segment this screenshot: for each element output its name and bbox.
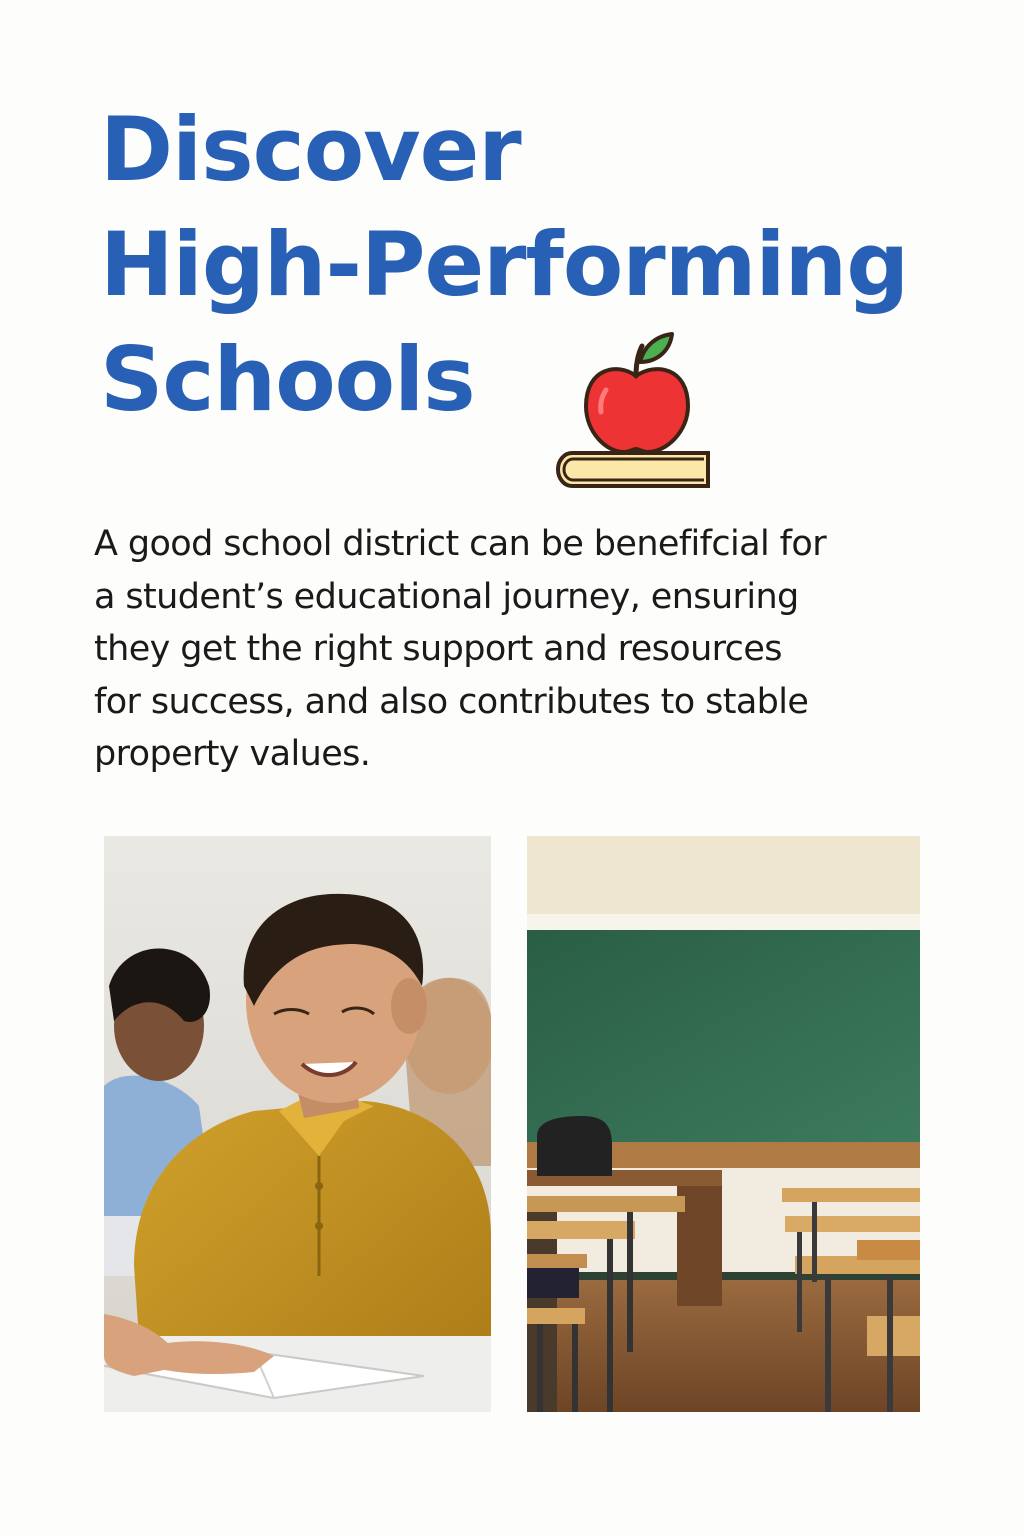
description-text [94,518,954,781]
title-line-2: High-Performing [100,213,909,316]
description-line-5: property values. [94,734,371,774]
page-title [100,92,940,437]
description-line-4: for success, and also contributes to stable [94,681,809,722]
description-line-3: they get the right support and resources [94,629,782,669]
title-line-3: Schools [100,328,475,431]
description-line-1: A good school district can be benefifcial for [94,524,826,564]
apple-on-book-icon [556,328,716,492]
title-line-1: Discover [100,98,521,201]
empty-classroom-photo [527,836,920,1412]
student-reading-photo [104,836,491,1412]
description-line-2: a student’s educational journey, ensuring [94,576,799,617]
